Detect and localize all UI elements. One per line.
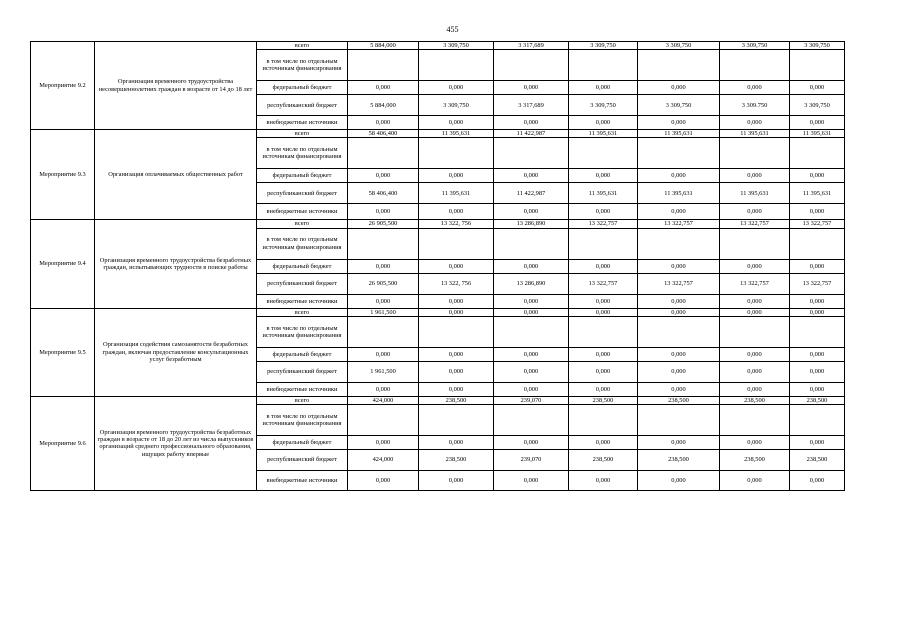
value-cell: 0,000 xyxy=(638,259,720,273)
value-cell xyxy=(638,405,720,436)
value-cell: 0,000 xyxy=(569,169,638,183)
value-cell: 0,000 xyxy=(638,308,720,316)
value-cell: 5 884,000 xyxy=(348,42,419,50)
value-cell xyxy=(348,50,419,81)
value-cell: 3 309.750 xyxy=(720,95,790,116)
value-cell: 0,000 xyxy=(720,294,790,308)
value-cell xyxy=(569,138,638,169)
value-cell: 0,000 xyxy=(419,169,494,183)
measure-label: Мероприятие 9.3 xyxy=(31,130,95,220)
value-cell: 0,000 xyxy=(494,294,569,308)
value-cell: 5 884,000 xyxy=(348,95,419,116)
value-cell: 13 322,757 xyxy=(720,273,790,294)
value-cell xyxy=(419,316,494,347)
value-cell: 239,070 xyxy=(494,450,569,471)
value-cell: 0,000 xyxy=(638,294,720,308)
table-row xyxy=(31,308,845,316)
value-cell: 0,000 xyxy=(419,436,494,450)
value-cell: 3 309,750 xyxy=(790,95,845,116)
funding-source-total: всего xyxy=(257,396,348,404)
value-cell xyxy=(419,228,494,259)
value-cell: 3 309,750 xyxy=(419,42,494,50)
funding-source-incl: в том числе по отдельным источникам финансирования xyxy=(257,50,348,81)
value-cell: 0,000 xyxy=(494,436,569,450)
value-cell: 0,000 xyxy=(638,169,720,183)
value-cell: 0,000 xyxy=(720,204,790,220)
table-row xyxy=(31,130,845,138)
value-cell xyxy=(638,316,720,347)
funding-source-extra: внебюджетные источники xyxy=(257,116,348,130)
value-cell: 238,500 xyxy=(569,396,638,404)
value-cell: 11 395,631 xyxy=(419,130,494,138)
value-cell: 0,000 xyxy=(790,169,845,183)
value-cell: 11 395,631 xyxy=(569,130,638,138)
value-cell: 0,000 xyxy=(720,347,790,361)
funding-source-federal: федеральный бюджет xyxy=(257,436,348,450)
measure-description: Организация оплачиваемых общественных работ xyxy=(95,130,257,220)
value-cell: 424,000 xyxy=(348,450,419,471)
value-cell: 0,000 xyxy=(638,361,720,382)
value-cell: 0,000 xyxy=(494,259,569,273)
value-cell: 0,000 xyxy=(638,382,720,396)
measure-label: Мероприятие 9.2 xyxy=(31,42,95,130)
value-cell: 0,000 xyxy=(720,436,790,450)
value-cell: 0,000 xyxy=(790,471,845,491)
measure-label: Мероприятие 9.4 xyxy=(31,220,95,308)
value-cell: 238,500 xyxy=(720,450,790,471)
value-cell: 11 395,631 xyxy=(638,183,720,204)
value-cell: 0,000 xyxy=(790,204,845,220)
value-cell xyxy=(419,405,494,436)
value-cell: 0,000 xyxy=(419,382,494,396)
value-cell: 0,000 xyxy=(494,347,569,361)
value-cell xyxy=(720,405,790,436)
value-cell: 238,500 xyxy=(638,396,720,404)
funding-source-federal: федеральный бюджет xyxy=(257,347,348,361)
value-cell: 0,000 xyxy=(494,382,569,396)
value-cell: 0,000 xyxy=(790,308,845,316)
value-cell: 0,000 xyxy=(494,116,569,130)
value-cell: 3 309,750 xyxy=(569,42,638,50)
value-cell: 0,000 xyxy=(720,259,790,273)
value-cell xyxy=(569,50,638,81)
value-cell: 58 406,400 xyxy=(348,183,419,204)
value-cell: 0,000 xyxy=(790,259,845,273)
value-cell: 3 309,750 xyxy=(419,95,494,116)
value-cell: 0,000 xyxy=(569,347,638,361)
value-cell: 0,000 xyxy=(720,81,790,95)
value-cell: 11 395,631 xyxy=(720,183,790,204)
value-cell xyxy=(348,316,419,347)
value-cell: 0,000 xyxy=(348,259,419,273)
value-cell xyxy=(348,228,419,259)
measure-label: Мероприятие 9.5 xyxy=(31,308,95,396)
value-cell: 239,070 xyxy=(494,396,569,404)
value-cell: 0,000 xyxy=(419,294,494,308)
value-cell: 0,000 xyxy=(494,471,569,491)
value-cell: 238,500 xyxy=(419,450,494,471)
measure-description: Организация временного трудоустройства безработных граждан в возрасте от 18 до 20 лет из числа выпускников организаций среднего профессионального образования, ищущих работу впервые xyxy=(95,396,257,490)
value-cell xyxy=(790,405,845,436)
value-cell: 0,000 xyxy=(419,361,494,382)
value-cell: 0,000 xyxy=(569,294,638,308)
value-cell xyxy=(638,228,720,259)
value-cell xyxy=(419,138,494,169)
value-cell: 0,000 xyxy=(569,382,638,396)
measure-description: Организация содействия самозанятости безработных граждан, включая предоставление консультационных услуг безработным xyxy=(95,308,257,396)
value-cell: 13 322, 756 xyxy=(419,220,494,228)
value-cell: 0,000 xyxy=(569,81,638,95)
value-cell: 0,000 xyxy=(569,308,638,316)
value-cell: 238,500 xyxy=(569,450,638,471)
value-cell: 13 322,757 xyxy=(790,220,845,228)
value-cell: 13 322,757 xyxy=(638,220,720,228)
value-cell: 0,000 xyxy=(638,204,720,220)
value-cell: 26 905,500 xyxy=(348,273,419,294)
funding-table-body xyxy=(31,42,845,491)
funding-source-incl: в том числе по отдельным источникам финансирования xyxy=(257,405,348,436)
value-cell: 0,000 xyxy=(569,471,638,491)
value-cell: 0,000 xyxy=(569,361,638,382)
value-cell xyxy=(790,50,845,81)
value-cell: 0,000 xyxy=(638,471,720,491)
value-cell: 0,000 xyxy=(790,116,845,130)
funding-source-republic: республиканский бюджет xyxy=(257,450,348,471)
funding-source-federal: федеральный бюджет xyxy=(257,169,348,183)
value-cell: 3 309,750 xyxy=(569,95,638,116)
value-cell: 0,000 xyxy=(720,169,790,183)
value-cell: 0,000 xyxy=(348,382,419,396)
value-cell: 0,000 xyxy=(494,204,569,220)
value-cell: 3 309,750 xyxy=(638,42,720,50)
value-cell: 11 422,987 xyxy=(494,183,569,204)
value-cell xyxy=(494,405,569,436)
value-cell xyxy=(720,138,790,169)
value-cell: 0,000 xyxy=(348,204,419,220)
value-cell: 11 395,631 xyxy=(790,130,845,138)
value-cell xyxy=(494,50,569,81)
value-cell: 11 395,631 xyxy=(720,130,790,138)
value-cell: 0,000 xyxy=(790,81,845,95)
value-cell xyxy=(569,405,638,436)
table-row xyxy=(31,396,845,404)
value-cell: 11 395,631 xyxy=(569,183,638,204)
value-cell xyxy=(790,228,845,259)
value-cell xyxy=(348,405,419,436)
value-cell: 0,000 xyxy=(419,204,494,220)
value-cell: 0,000 xyxy=(720,308,790,316)
value-cell: 424,000 xyxy=(348,396,419,404)
measure-description: Организация временного трудоустройства безработных граждан, испытывающих трудности в поиске работы xyxy=(95,220,257,308)
funding-table xyxy=(30,41,845,491)
value-cell: 0,000 xyxy=(348,347,419,361)
value-cell: 11 395,631 xyxy=(419,183,494,204)
value-cell: 0,000 xyxy=(348,169,419,183)
value-cell: 0,000 xyxy=(720,361,790,382)
value-cell: 238,500 xyxy=(790,450,845,471)
value-cell: 0,000 xyxy=(569,204,638,220)
value-cell xyxy=(638,138,720,169)
value-cell xyxy=(720,50,790,81)
value-cell xyxy=(419,50,494,81)
value-cell: 0,000 xyxy=(790,361,845,382)
value-cell: 0,000 xyxy=(790,294,845,308)
value-cell xyxy=(569,316,638,347)
value-cell: 13 322,757 xyxy=(638,273,720,294)
value-cell xyxy=(720,228,790,259)
value-cell xyxy=(348,138,419,169)
value-cell: 11 395,631 xyxy=(638,130,720,138)
value-cell: 238,500 xyxy=(638,450,720,471)
value-cell: 0,000 xyxy=(419,471,494,491)
value-cell: 0,000 xyxy=(419,81,494,95)
funding-source-total: всего xyxy=(257,220,348,228)
value-cell: 13 322, 756 xyxy=(419,273,494,294)
value-cell: 0,000 xyxy=(569,116,638,130)
value-cell: 13 322,757 xyxy=(569,220,638,228)
value-cell: 0,000 xyxy=(419,308,494,316)
value-cell xyxy=(720,316,790,347)
funding-source-republic: республиканский бюджет xyxy=(257,273,348,294)
value-cell: 0,000 xyxy=(494,308,569,316)
value-cell: 3 309,750 xyxy=(790,42,845,50)
value-cell: 13 322,757 xyxy=(720,220,790,228)
funding-source-republic: республиканский бюджет xyxy=(257,361,348,382)
page-number: 455 xyxy=(446,25,459,34)
value-cell: 11 422,987 xyxy=(494,130,569,138)
value-cell xyxy=(494,228,569,259)
value-cell: 238,500 xyxy=(720,396,790,404)
value-cell: 3 309,750 xyxy=(720,42,790,50)
value-cell: 0,000 xyxy=(720,471,790,491)
value-cell: 0,000 xyxy=(638,116,720,130)
value-cell xyxy=(790,316,845,347)
value-cell: 0,000 xyxy=(790,382,845,396)
value-cell: 58 406,400 xyxy=(348,130,419,138)
value-cell: 13 286,890 xyxy=(494,273,569,294)
value-cell: 0,000 xyxy=(419,259,494,273)
value-cell: 1 961,500 xyxy=(348,308,419,316)
funding-source-federal: федеральный бюджет xyxy=(257,81,348,95)
value-cell: 0,000 xyxy=(494,169,569,183)
funding-source-incl: в том числе по отдельным источникам финансирования xyxy=(257,138,348,169)
value-cell: 0,000 xyxy=(494,81,569,95)
value-cell: 0,000 xyxy=(638,347,720,361)
value-cell: 0,000 xyxy=(348,471,419,491)
value-cell: 13 286,890 xyxy=(494,220,569,228)
value-cell xyxy=(638,50,720,81)
funding-source-total: всего xyxy=(257,42,348,50)
value-cell: 238,500 xyxy=(790,396,845,404)
measure-label: Мероприятие 9.6 xyxy=(31,396,95,490)
value-cell: 0,000 xyxy=(569,436,638,450)
value-cell: 0,000 xyxy=(790,436,845,450)
value-cell: 0,000 xyxy=(348,81,419,95)
value-cell: 0,000 xyxy=(348,116,419,130)
value-cell: 0,000 xyxy=(569,259,638,273)
funding-source-extra: внебюджетные источники xyxy=(257,294,348,308)
value-cell: 238,500 xyxy=(419,396,494,404)
value-cell xyxy=(494,138,569,169)
value-cell: 0,000 xyxy=(419,116,494,130)
funding-source-extra: внебюджетные источники xyxy=(257,471,348,491)
funding-source-total: всего xyxy=(257,130,348,138)
value-cell: 11 395,631 xyxy=(790,183,845,204)
value-cell: 0,000 xyxy=(720,116,790,130)
value-cell xyxy=(494,316,569,347)
table-row xyxy=(31,42,845,50)
value-cell: 3 317,689 xyxy=(494,95,569,116)
value-cell: 26 905,500 xyxy=(348,220,419,228)
value-cell: 0,000 xyxy=(638,436,720,450)
value-cell: 0,000 xyxy=(348,294,419,308)
table-row xyxy=(31,220,845,228)
funding-source-incl: в том числе по отдельным источникам финансирования xyxy=(257,316,348,347)
value-cell: 3 317,689 xyxy=(494,42,569,50)
funding-source-extra: внебюджетные источники xyxy=(257,382,348,396)
measure-description: Организация временного трудоустройства несовершеннолетних граждан в возрасте от 14 до 18 лет xyxy=(95,42,257,130)
value-cell: 0,000 xyxy=(720,382,790,396)
value-cell xyxy=(569,228,638,259)
value-cell: 0,000 xyxy=(494,361,569,382)
value-cell: 0,000 xyxy=(638,81,720,95)
funding-source-republic: республиканский бюджет xyxy=(257,183,348,204)
value-cell xyxy=(790,138,845,169)
value-cell: 0,000 xyxy=(790,347,845,361)
value-cell: 13 322,757 xyxy=(790,273,845,294)
funding-source-extra: внебюджетные источники xyxy=(257,204,348,220)
value-cell: 0,000 xyxy=(419,347,494,361)
funding-source-incl: в том числе по отдельным источникам финансирования xyxy=(257,228,348,259)
funding-source-federal: федеральный бюджет xyxy=(257,259,348,273)
value-cell: 3 309,750 xyxy=(638,95,720,116)
funding-source-total: всего xyxy=(257,308,348,316)
value-cell: 1 961,500 xyxy=(348,361,419,382)
value-cell: 13 322,757 xyxy=(569,273,638,294)
value-cell: 0,000 xyxy=(348,436,419,450)
funding-source-republic: республиканский бюджет xyxy=(257,95,348,116)
